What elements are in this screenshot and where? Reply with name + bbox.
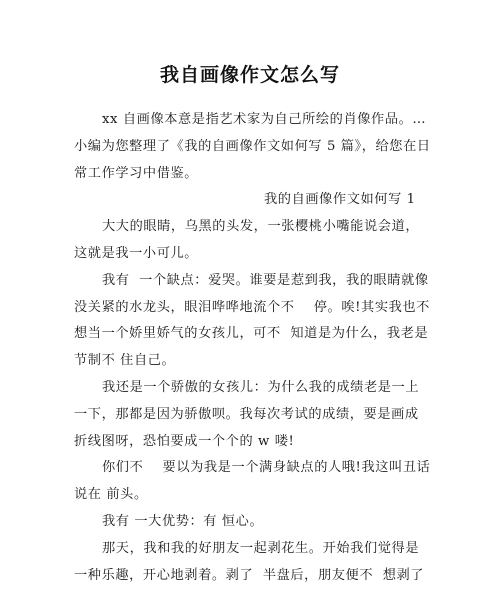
section-heading: 我的自画像作文如何写 1 [264,192,416,208]
document-title: 我自画像作文怎么写 [159,64,340,86]
paragraph-line: 那天，我和我的好朋友一起剥花生。开始我们觉得是 [102,540,420,556]
paragraph-line: 折线图呀，恐怕要成一个个的 w 喽! [74,433,295,449]
paragraph-line: 我还是一个骄傲的女孩儿：为什么我的成绩老是一上 [102,379,420,395]
paragraph-line: 一种乐趣，开心地剥着。剥了 半盘后，朋友便不 想剥了 [74,567,425,583]
paragraph-line: 我有 一大优势：有 恒心。 [102,513,264,529]
paragraph-line: 一下，那都是因为骄傲呗。我每次考试的成绩，要是画成 [74,406,419,422]
paragraph-line: 节制不 住自己。 [74,353,176,369]
paragraph-line: 你们不 要以为我是一个满身缺点的人哦!我这叫丑话 [102,460,431,476]
paragraph-line: 没关紧的水龙头，眼泪哗哗地流个不 停。唉!其实我也不 [74,299,430,315]
paragraph-line: 常工作学习中借鉴。 [74,165,199,181]
document-body [74,107,434,589]
paragraph-line: xx 自画像本意是指艺术家为自己所绘的肖像作品。… [102,112,427,127]
paragraph-line: 小编为您整理了《我的自画像作文如何写 5 篇》，给您在日 [74,138,431,154]
paragraph-line: 我有 一个缺点：爱哭。谁要是惹到我，我的眼睛就像 [102,272,429,288]
paragraph-line: 这就是我一小可儿。 [74,245,199,261]
paragraph-line: 想当一个娇里娇气的女孩儿，可不 知道是为什么，我老是 [74,326,429,342]
paragraph-line: 说在 前头。 [74,487,148,503]
paragraph-line: 大大的眼睛，乌黑的头发，一张樱桃小嘴能说会道， [102,219,420,235]
